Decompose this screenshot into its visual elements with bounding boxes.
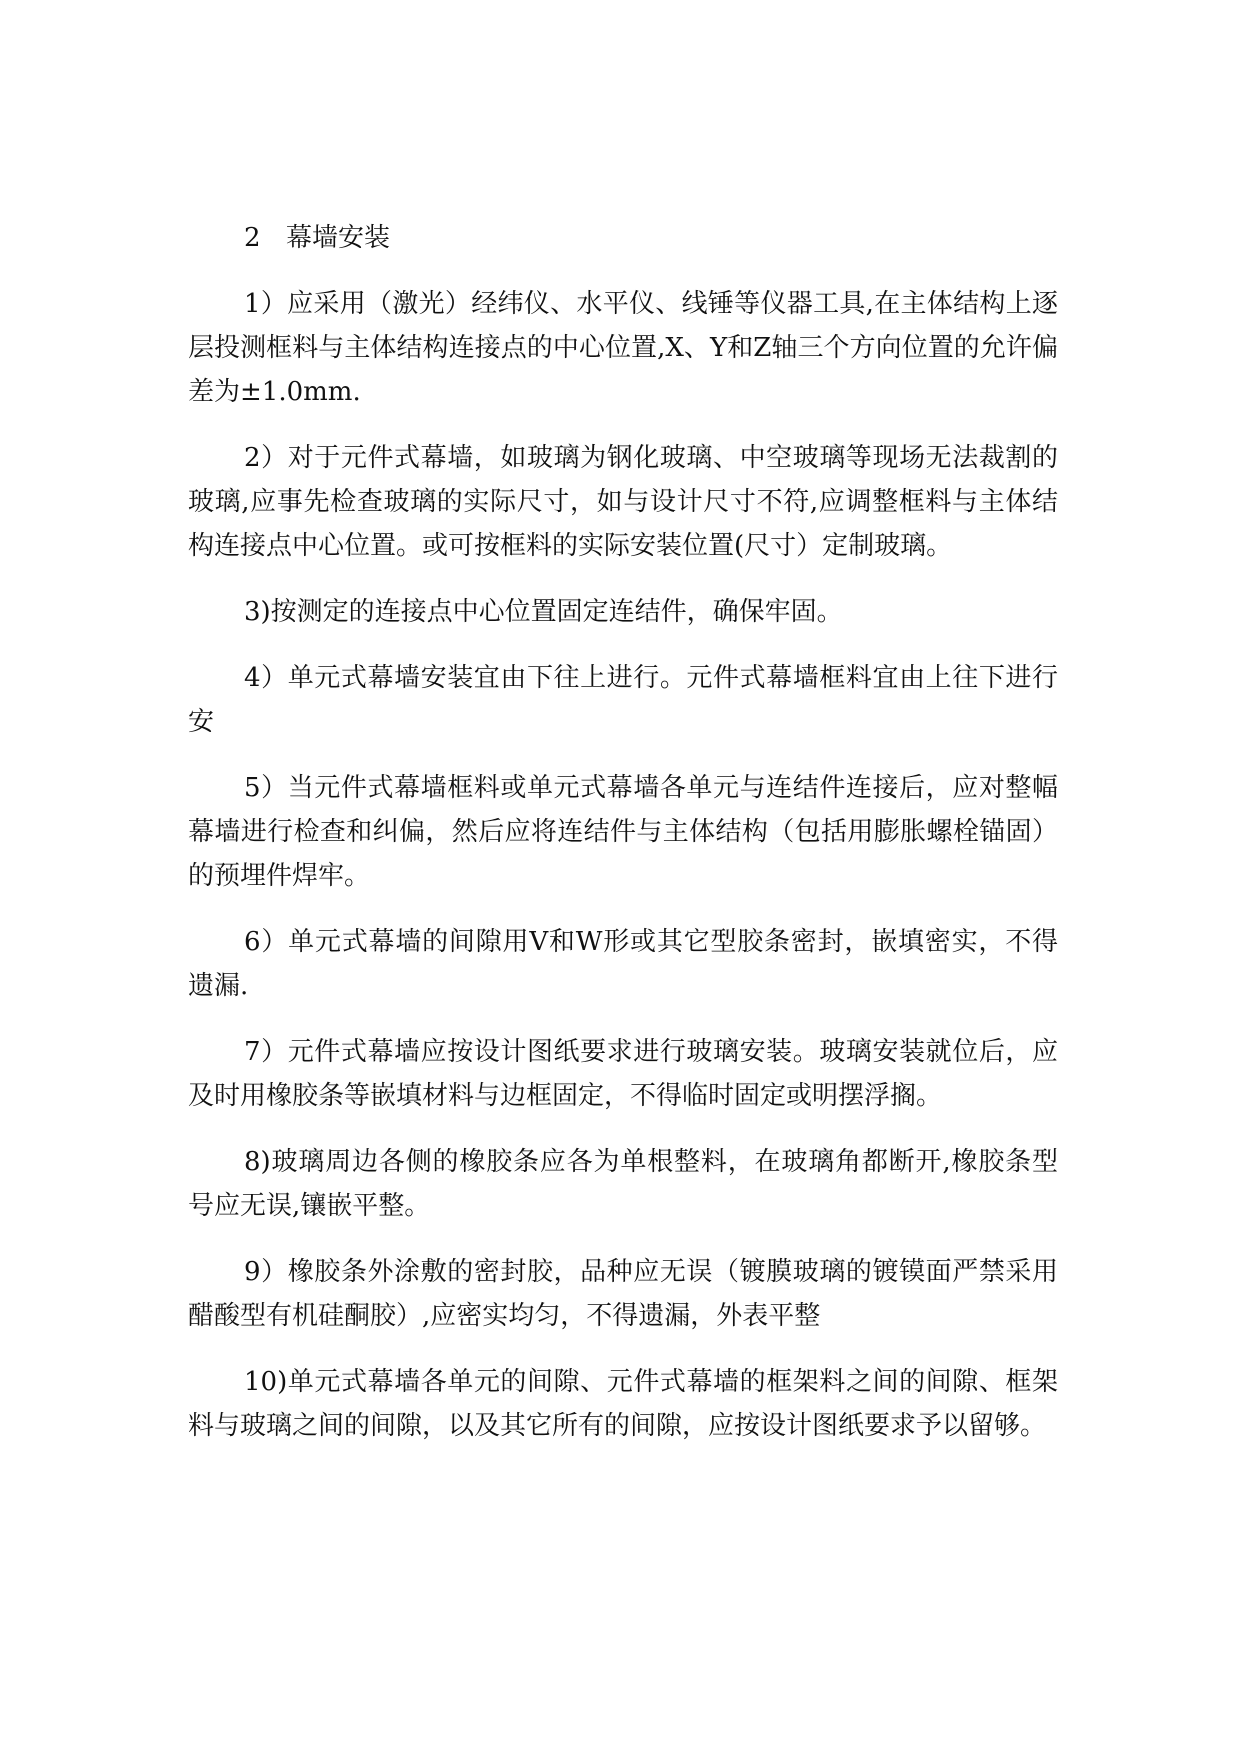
- paragraph-10: 10)单元式幕墙各单元的间隙、元件式幕墙的框架料之间的间隙、框架料与玻璃之间的间隙，以及其它所有的间隙，应按设计图纸要求予以留够。: [188, 1367, 1058, 1441]
- paragraph-7: 7）元件式幕墙应按设计图纸要求进行玻璃安装。玻璃安装就位后，应及时用橡胶条等嵌填材料与边框固定，不得临时固定或明摆浮搁。: [188, 1037, 1058, 1111]
- section-number: 2: [244, 223, 261, 253]
- paragraph-2: 2）对于元件式幕墙，如玻璃为钢化玻璃、中空玻璃等现场无法裁割的玻璃,应事先检查玻璃的实际尺寸，如与设计尺寸不符,应调整框料与主体结构连接点中心位置。或可按框料的实际安装位置(尺寸）定制玻璃。: [188, 443, 1058, 561]
- paragraph-6: 6）单元式幕墙的间隙用V和W形或其它型胶条密封，嵌填密实，不得遗漏.: [188, 927, 1058, 1001]
- paragraph-8: 8)玻璃周边各侧的橡胶条应各为单根整料，在玻璃角都断开,橡胶条型号应无误,镶嵌平整。: [188, 1147, 1058, 1221]
- paragraph-1: 1）应采用（激光）经纬仪、水平仪、线锤等仪器工具,在主体结构上逐层投测框料与主体结构连接点的中心位置,X、Y和Z轴三个方向位置的允许偏差为±1.0mm.: [188, 289, 1058, 407]
- section-title: 幕墙安装: [286, 223, 391, 253]
- paragraph-3: 3)按测定的连接点中心位置固定连结件，确保牢固。: [244, 597, 843, 627]
- section-heading: [188, 216, 1058, 260]
- paragraph-4: 4）单元式幕墙安装宜由下往上进行。元件式幕墙框料宜由上往下进行安: [188, 663, 1058, 737]
- document-body: [188, 216, 1058, 1470]
- paragraph-5: 5）当元件式幕墙框料或单元式幕墙各单元与连结件连接后，应对整幅幕墙进行检查和纠偏，然后应将连结件与主体结构（包括用膨胀螺栓锚固）的预埋件焊牢。: [188, 773, 1058, 891]
- paragraph-9: 9）橡胶条外涂敷的密封胶，品种应无误（镀膜玻璃的镀镆面严禁采用醋酸型有机硅酮胶）,应密实均匀，不得遗漏，外表平整: [188, 1257, 1058, 1331]
